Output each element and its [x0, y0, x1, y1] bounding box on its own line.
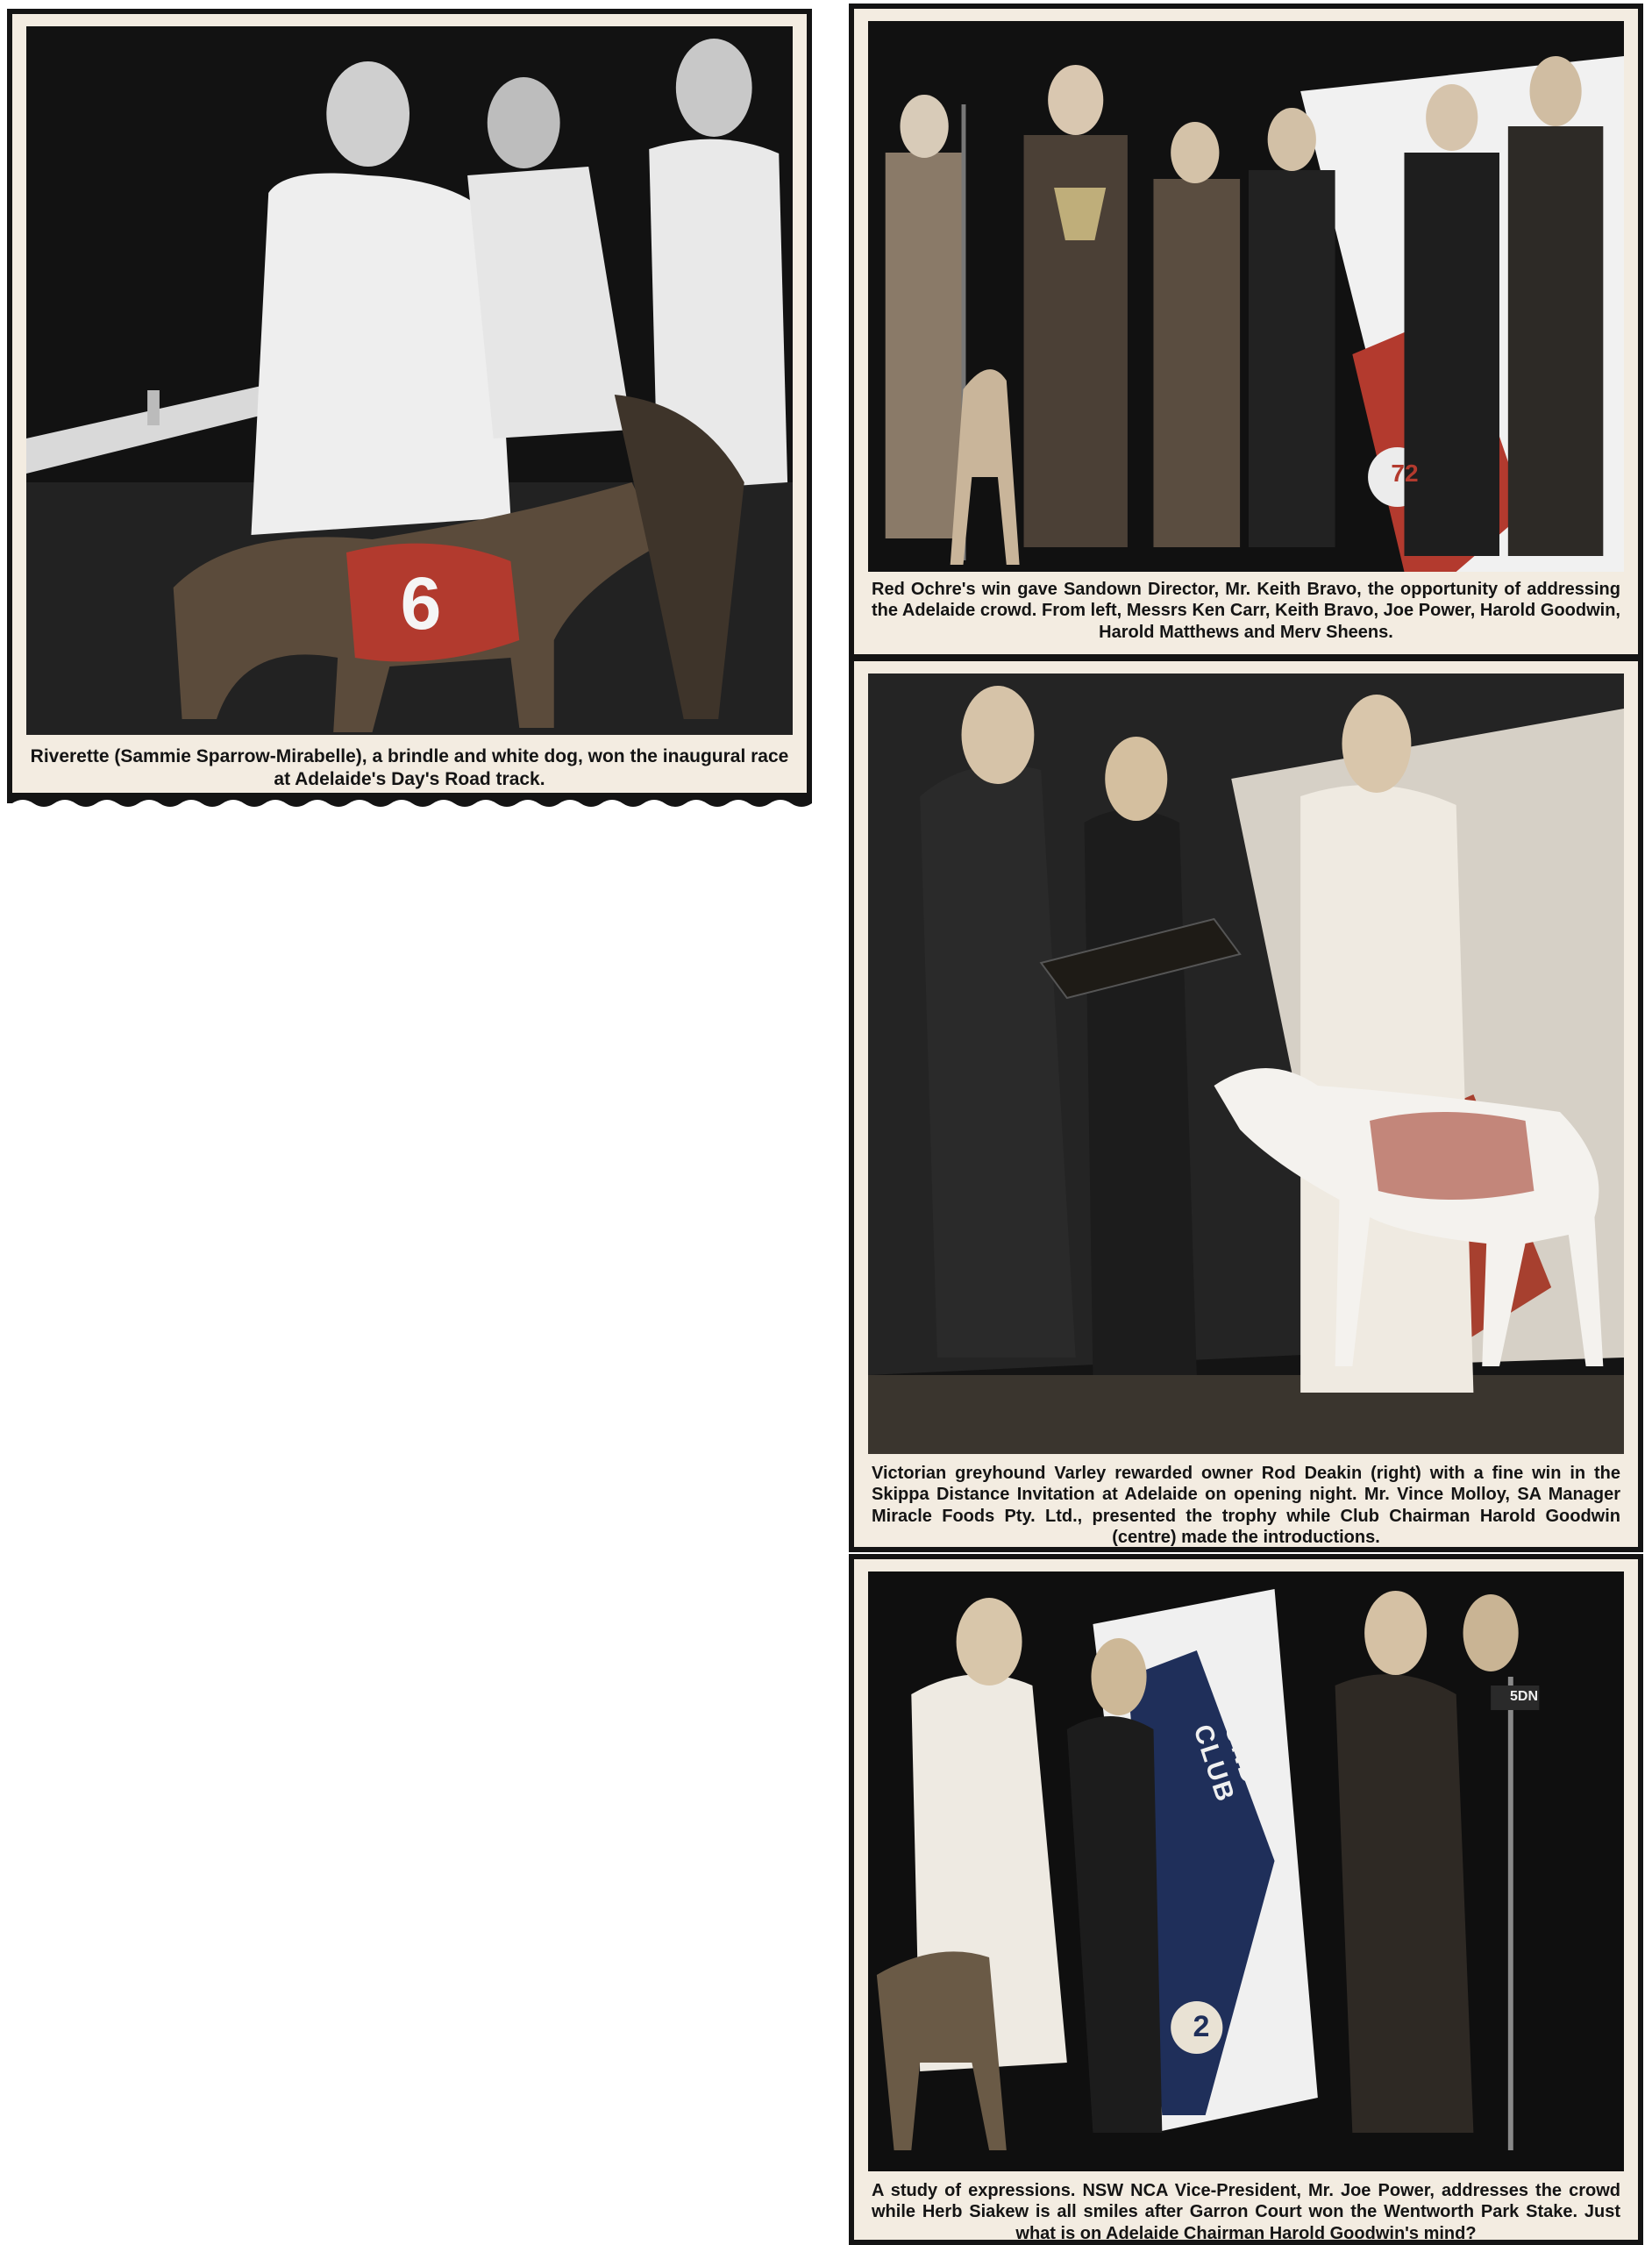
- photo-riverette: [26, 26, 793, 735]
- torn-paper-edge: [7, 795, 812, 812]
- clipping-riverette: [7, 9, 812, 798]
- photo-expressions: [868, 1572, 1624, 2171]
- microphone-label: 5DN: [1509, 1689, 1538, 1704]
- caption-expressions: A study of expressions. NSW NCA Vice-President, Mr. Joe Power, addresses the crowd while Herb Siakew is all smiles after Garron Court won the Wentworth Park Stake. Just what is on Adelaide Chairman Harold Goodwin's mind?: [872, 2181, 1620, 2243]
- photo-red-ochre: [868, 21, 1624, 572]
- caption-red-ochre: Red Ochre's win gave Sandown Director, Mr. Keith Bravo, the opportunity of addressing the Adelaide crowd. From left, Messrs Ken Carr, Keith Bravo, Joe Power, Harold Goodwin, Harold Matthews and Merv Sheens.: [872, 580, 1620, 642]
- sign-number: 72: [1391, 460, 1419, 487]
- sign-text: UND CLUB: [1187, 1720, 1266, 1807]
- caption-riverette: Riverette (Sammie Sparrow-Mirabelle), a brindle and white dog, won the inaugural race at Adelaide's Day's Road track.: [30, 746, 789, 789]
- photo-varley: [868, 674, 1624, 1454]
- clipping-red-ochre: [849, 4, 1643, 659]
- clipping-varley: [849, 656, 1643, 1552]
- sign-number: 2: [1193, 2010, 1210, 2043]
- caption-varley: Victorian greyhound Varley rewarded owner Rod Deakin (right) with a fine win in the Skippa Distance Invitation at Adelaide on opening night. Mr. Vince Molloy, SA Manager Miracle Foods Pty. Ltd., presented the trophy while Club Chairman Harold Goodwin (centre) made the introductions.: [872, 1464, 1620, 1548]
- race-bib-number: 6: [400, 562, 442, 645]
- clipping-expressions: [849, 1554, 1643, 2245]
